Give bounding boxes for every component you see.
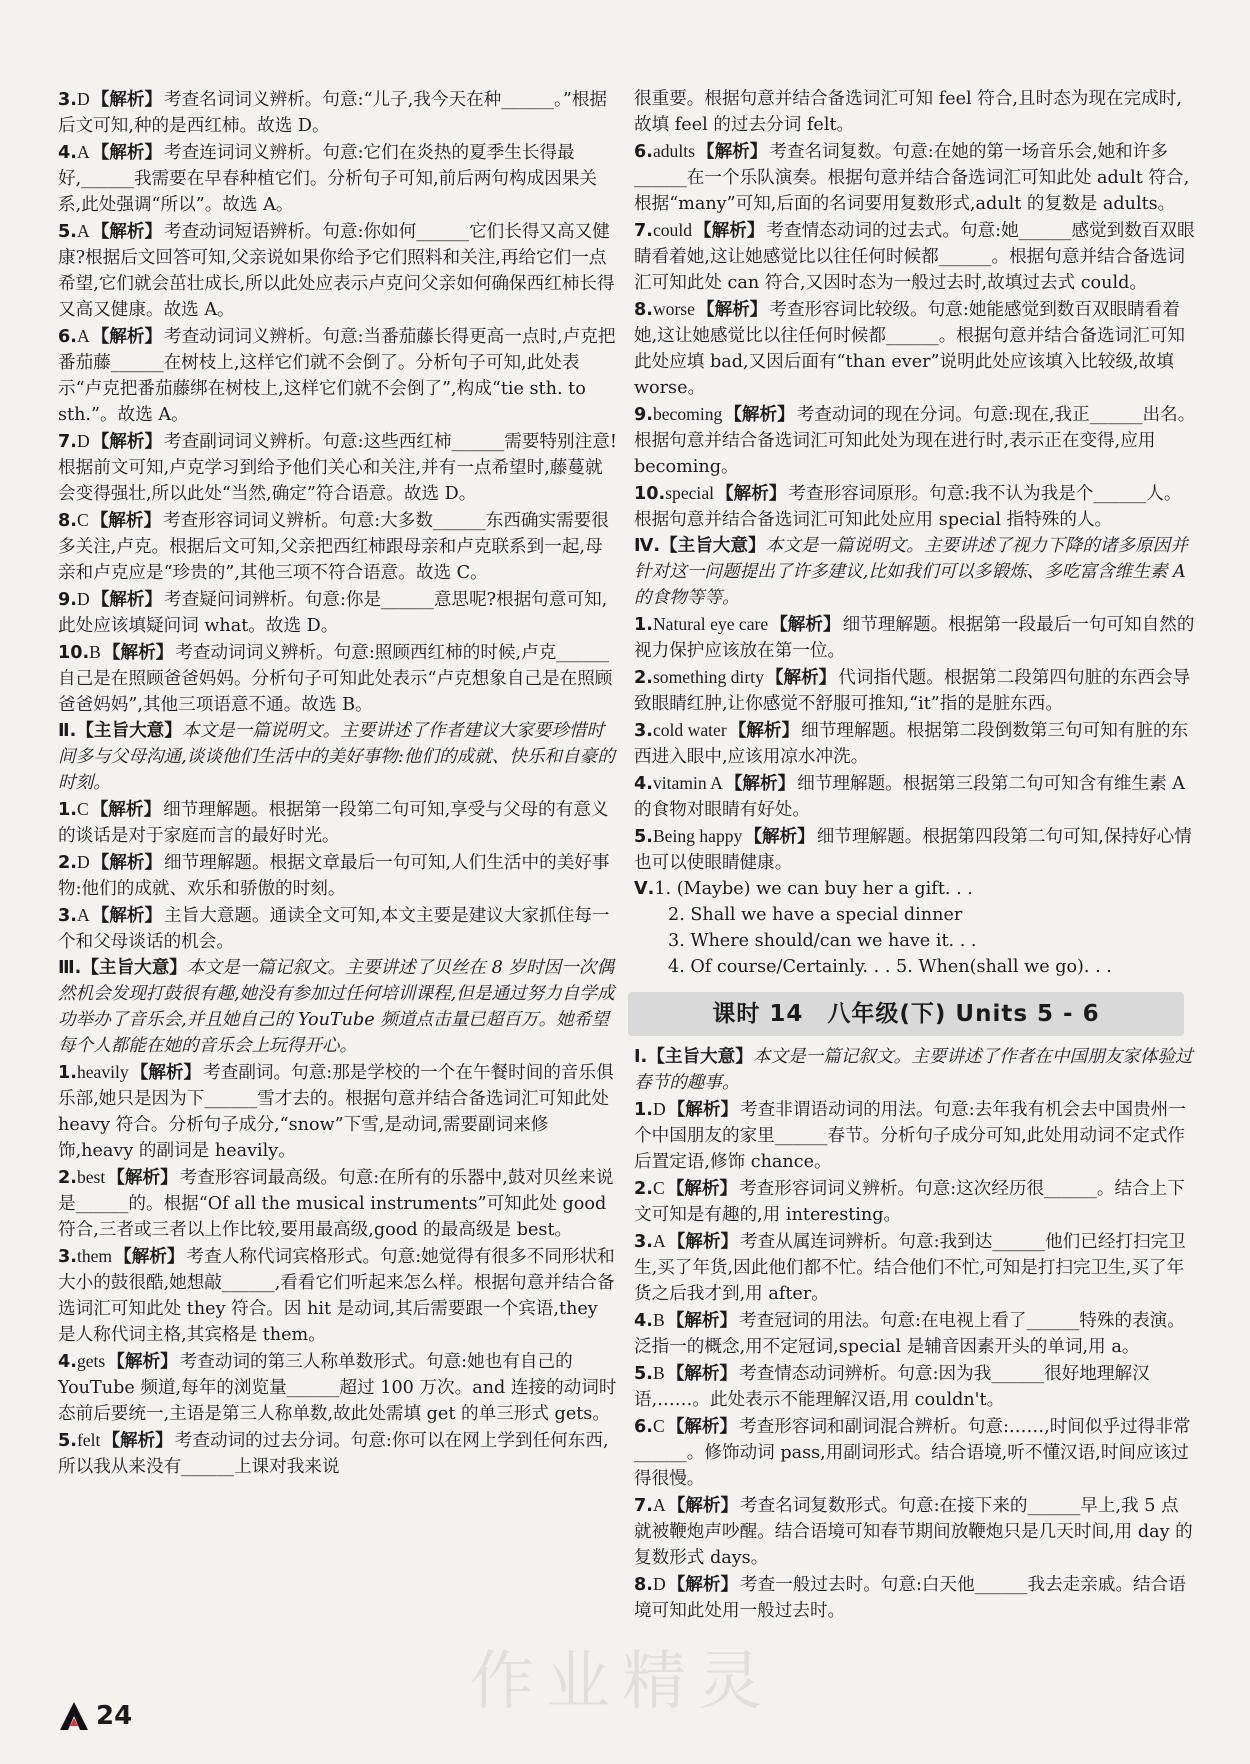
section-summary — [634, 533, 1196, 611]
answer-key: felt — [76, 1430, 101, 1450]
analysis-tag: 【解析】 — [91, 589, 163, 610]
answer-item — [634, 1413, 1196, 1492]
answer-key: adults — [652, 141, 695, 161]
summary-text: 本文是一篇说明文。主要讲述了作者建议大家要珍惜时间多与父母沟通,谈谈他们生活中的美好事物:他们的成就、快乐和自豪的时刻。 — [58, 721, 615, 793]
watermark: 作业精灵 — [470, 1645, 774, 1719]
answer-item — [634, 1571, 1196, 1624]
analysis-text: 考查从属连词辨析。句意:我到达______他们已经打扫完卫生,买了年货,因此他们都不忙。结合他们不忙,可知是打扫完卫生,买了年货之后我才到,用 after。 — [634, 1232, 1186, 1304]
right-column — [634, 86, 1196, 1624]
question-number: 6. — [634, 142, 653, 162]
analysis-text: 细节理解题。根据第二段倒数第三句可知有脏的东西进入眼中,应该用凉水冲洗。 — [634, 721, 1189, 767]
question-number: 8. — [634, 1575, 653, 1595]
analysis-text: 细节理解题。根据第一段最后一句可知自然的视力保护应该放在第一位。 — [634, 615, 1195, 661]
analysis-tag: 【解析】 — [91, 89, 163, 110]
answer-key: D — [76, 589, 90, 609]
analysis-text: 考查名词复数。句意:在她的第一场音乐会,她和许多______在一个乐队演奏。根据句意并结合备选词汇可知此处 adult 符合,根据“many”可知,后面的名词要用复数形式,adult 的复数是 adults。 — [634, 142, 1190, 214]
answer-item — [58, 639, 620, 718]
analysis-tag: 【解析】 — [666, 1178, 738, 1199]
summary-text: 本文是一篇记叙文。主要讲述了作者在中国朋友家体验过春节的趣事。 — [634, 1047, 1193, 1093]
question-number: 7. — [58, 432, 77, 452]
question-number: 6. — [634, 1417, 653, 1437]
answer-item — [634, 1360, 1196, 1413]
analysis-text: 细节理解题。根据第三段第二句可知含有维生素 A 的食物对眼睛有好处。 — [634, 774, 1185, 820]
analysis-tag: 【解析】 — [102, 1430, 173, 1451]
analysis-tag: 【解析】 — [696, 299, 768, 320]
analysis-tag: 【解析】 — [667, 1495, 739, 1516]
answer-key: A — [652, 1495, 666, 1515]
dialog-answer: 2. Shall we have a special dinner — [668, 905, 963, 925]
answer-key: gets — [76, 1351, 106, 1371]
section-5 — [634, 876, 1196, 980]
question-number: 8. — [58, 511, 77, 531]
analysis-text: 主旨大意题。通读全文可知,本文主要是建议大家抓住每一个和父母谈话的机会。 — [58, 906, 610, 952]
answer-item — [58, 218, 620, 323]
dialog-answer: 3. Where should/can we have it. . . — [668, 931, 977, 951]
question-number: 3. — [634, 1232, 653, 1252]
question-number: 3. — [58, 1247, 77, 1267]
answer-key: A — [76, 221, 90, 241]
answer-item — [58, 139, 620, 218]
analysis-tag: 【解析】 — [107, 1351, 178, 1372]
answer-key: Being happy — [652, 826, 743, 846]
analysis-tag: 【解析】 — [716, 483, 787, 504]
analysis-tag: 【解析】 — [91, 852, 163, 873]
analysis-tag: 【解析】 — [91, 221, 163, 242]
analysis-tag: 【解析】 — [666, 1310, 738, 1331]
analysis-text: 考查形容词词义辨析。句意:这次经历很______。结合上下文可知是有趣的,用 interesting。 — [634, 1179, 1185, 1225]
question-number: 1. — [634, 1100, 653, 1120]
continued-text: 很重要。根据句意并结合备选词汇可知 feel 符合,且时态为现在完成时,故填 feel 的过去分词 felt。 — [634, 89, 1182, 135]
question-number: 9. — [58, 590, 77, 610]
answer-item — [58, 586, 620, 639]
answer-item — [58, 849, 620, 902]
publisher-logo-icon — [58, 1700, 90, 1732]
question-number: 7. — [634, 221, 653, 241]
answer-item — [634, 296, 1196, 401]
analysis-tag: 【解析】 — [91, 142, 163, 163]
answer-item — [58, 1243, 620, 1348]
question-number: 8. — [634, 300, 653, 320]
page-number — [58, 1700, 132, 1732]
lesson-title-bar: 课时 14 八年级(下) Units 5 - 6 — [628, 992, 1184, 1036]
answer-item — [634, 217, 1196, 296]
question-number: 7. — [634, 1496, 653, 1516]
question-number: 9. — [634, 405, 653, 425]
question-number: 5. — [58, 1431, 77, 1451]
answer-item — [58, 86, 620, 139]
question-number: 2. — [58, 1168, 77, 1188]
analysis-tag: 【解析】 — [90, 510, 162, 531]
analysis-tag: 【解析】 — [107, 1167, 178, 1188]
answer-item — [58, 1348, 620, 1427]
answer-key: B — [89, 642, 101, 662]
answer-item — [58, 323, 620, 428]
answer-key: B — [652, 1363, 665, 1383]
answer-item — [58, 902, 620, 955]
analysis-tag: 【解析】 — [91, 326, 163, 347]
analysis-text: 细节理解题。根据第一段第二句可知,享受与父母的有意义的谈话是对于家庭而言的最好时光。 — [58, 800, 609, 846]
answer-item — [634, 138, 1196, 217]
analysis-tag: 【解析】 — [696, 141, 768, 162]
analysis-text: 考查名词词义辨析。句意:“儿子,我今天在种______。”根据后文可知,种的是西红柿。故选 D。 — [58, 90, 608, 136]
answer-item — [634, 1096, 1196, 1175]
answer-key: them — [76, 1246, 113, 1266]
analysis-tag: 【解析】 — [765, 667, 837, 688]
answer-key: cold water — [652, 720, 727, 740]
answer-item — [58, 1059, 620, 1164]
answer-item — [58, 1164, 620, 1243]
answer-item — [58, 1427, 620, 1480]
question-number: 5. — [634, 827, 653, 847]
analysis-text: 考查情态动词的过去式。句意:她______感觉到数百双眼睛看着她,这让她感觉比以往任何时候都______。根据句意并结合备选词汇可知此处 can 符合,又因时态为一般过去时,故填过去式 could。 — [634, 221, 1195, 293]
answer-key: worse — [652, 299, 695, 319]
answer-item — [634, 480, 1196, 533]
analysis-tag: 【解析】 — [694, 220, 765, 241]
answer-key: A — [652, 1231, 666, 1251]
analysis-tag: 【解析】 — [667, 1231, 739, 1252]
question-number: 6. — [58, 327, 77, 347]
answer-key: C — [652, 1178, 665, 1198]
analysis-text: 考查动词的现在分词。句意:现在,我正______出名。根据句意并结合备选词汇可知此处为现在进行时,表示正在变得,应用 becoming。 — [634, 405, 1196, 477]
dialog-answer: 1. (Maybe) we can buy her a gift. . . — [654, 879, 973, 899]
question-number: 1. — [634, 615, 653, 635]
question-number: 1. — [58, 800, 77, 820]
question-number: 1. — [58, 1063, 77, 1083]
analysis-text: 考查形容词词义辨析。句意:大多数______东西确实需要很多关注,卢克。根据后文可知,父亲把西红柿跟母亲和卢克联系到一起,母亲和卢克应是“珍贵的”,其他三项不符合语意。故选 C。 — [58, 511, 609, 583]
answer-key: heavily — [76, 1062, 129, 1082]
answer-key: C — [652, 1416, 665, 1436]
analysis-text: 考查形容词最高级。句意:在所有的乐器中,鼓对贝丝来说是______的。根据“Of all the musical instruments”可知此处 good 符合,三者或三者以上作比较,要用最高级,good 的最高级是 best。 — [58, 1168, 614, 1240]
analysis-text: 考查动词的第三人称单数形式。句意:她也有自己的 YouTube 频道,每年的浏览量______超过 100 万次。and 连接的动词时态前后要统一,主语是第三人称单数,故此处需填 get 的单三形式 gets。 — [58, 1352, 617, 1424]
analysis-tag: 【解析】 — [102, 642, 174, 663]
section-label: Ⅲ. — [58, 958, 82, 978]
question-number: 4. — [58, 143, 77, 163]
analysis-text: 考查连词词义辨析。句意:它们在炎热的夏季生长得最好,______我需要在早春种植它们。分析句子可知,前后两句构成因果关系,此处强调“所以”。故选 A。 — [58, 143, 598, 215]
summary-text: 本文是一篇说明文。主要讲述了视力下降的诸多原因并针对这一问题提出了许多建议,比如我们可以多锻炼、多吃富含维生素 A 的食物等等。 — [634, 536, 1188, 608]
question-number: 4. — [634, 774, 653, 794]
question-number: 10. — [634, 484, 666, 504]
answer-item — [634, 1228, 1196, 1307]
section-summary — [58, 718, 620, 796]
question-number: 3. — [58, 90, 77, 110]
analysis-text: 考查动词的过去分词。句意:你可以在网上学到任何东西,所以我从来没有______上课对我来说 — [58, 1431, 609, 1477]
analysis-text: 考查形容词和副词混合辨析。句意:……,时间似乎过得非常______。修饰动词 pass,用副词形式。结合语境,听不懂汉语,时间应该过得很慢。 — [634, 1417, 1191, 1489]
analysis-text: 代词指代题。根据第二段第四句脏的东西会导致眼睛红肿,让你感觉不舒服可推知,“it”指的是脏东西。 — [634, 668, 1191, 714]
question-number: 4. — [634, 1311, 653, 1331]
analysis-tag: 【解析】 — [114, 1246, 185, 1267]
question-number: 5. — [634, 1364, 653, 1384]
section-label: Ⅴ. — [634, 879, 655, 899]
analysis-tag: 【解析】 — [724, 773, 796, 794]
answer-key: A — [76, 905, 90, 925]
answer-item — [58, 796, 620, 849]
answer-item — [634, 401, 1196, 480]
analysis-text: 细节理解题。根据第四段第二句可知,保持好心情也可以使眼睛健康。 — [634, 827, 1192, 873]
answer-item — [634, 823, 1196, 876]
section-label: Ⅱ. — [58, 721, 77, 741]
analysis-text: 考查动词短语辨析。句意:你如何______它们长得又高又健康?根据后文回答可知,父亲说如果你给予它们照料和关注,再给它们一点希望,它们就会茁壮成长,所以此处应表示卢克问父亲如何确保西红柿长得又高又健康。故选 A。 — [58, 222, 615, 320]
analysis-text: 考查形容词原形。句意:我不认为我是个______人。根据句意并结合备选词汇可知此处应用 special 指特殊的人。 — [634, 484, 1182, 530]
analysis-text: 考查人称代词宾格形式。句意:她觉得有很多不同形状和大小的鼓很酷,她想敲______,看看它们听起来怎么样。根据句意并结合备选词汇可知此处 they 符合。因 hit 是动词,其后需要跟一个宾语,they 是人称代词主格,其宾格是 them。 — [58, 1247, 615, 1345]
summary-tag: 【主旨大意】 — [647, 1047, 753, 1067]
section-label: Ⅰ. — [634, 1047, 648, 1067]
analysis-text: 考查动词词义辨析。句意:当番茄藤长得更高一点时,卢克把番茄藤______在树枝上,这样它们就不会倒了。分析句子可知,此处表示“卢克把番茄藤绑在树枝上,这样它们就不会倒了”,构成“tie sth. to sth.”。故选 A。 — [58, 327, 616, 425]
analysis-tag: 【解析】 — [667, 1574, 739, 1595]
analysis-text: 考查形容词比较级。句意:她能感觉到数百双眼睛看着她,这让她感觉比以往任何时候都______。根据句意并结合备选词汇可知此处应填 bad,又因后面有“than ever”说明此处应该填入比较级,故填 worse。 — [634, 300, 1186, 398]
answer-key: A — [76, 142, 90, 162]
analysis-text: 考查疑问词辨析。句意:你是______意思呢?根据句意可知,此处应该填疑问词 what。故选 D。 — [58, 590, 608, 636]
answer-item — [634, 1492, 1196, 1571]
analysis-text: 考查冠词的用法。句意:在电视上看了______特殊的表演。泛指一的概念,用不定冠词,special 是辅音因素开头的单词,用 a。 — [634, 1311, 1185, 1357]
analysis-tag: 【解析】 — [667, 1099, 739, 1120]
answer-key: best — [76, 1167, 106, 1187]
analysis-tag: 【解析】 — [91, 431, 163, 452]
answer-key: D — [76, 431, 90, 451]
answer-item — [634, 1175, 1196, 1228]
answer-key: D — [652, 1099, 666, 1119]
summary-tag: 【主旨大意】 — [81, 958, 187, 978]
section-summary — [58, 955, 620, 1059]
answer-key: special — [665, 483, 715, 503]
answer-item — [634, 611, 1196, 664]
analysis-tag: 【解析】 — [744, 826, 815, 847]
analysis-text: 考查非谓语动词的用法。句意:去年我有机会去中国贵州一个中国朋友的家里______春节。分析句子成分可知,此处用动词不定式作后置定语,修饰 chance。 — [634, 1100, 1186, 1172]
answer-item — [58, 507, 620, 586]
question-number: 5. — [58, 222, 77, 242]
analysis-text: 考查副词。句意:那是学校的一个在午餐时间的音乐俱乐部,她只是因为下______雪才去的。根据句意并结合备选词汇可知此处 heavy 符合。分析句子成分,“snow”下雪,是动词,需要副词来修饰,heavy 的副词是 heavily。 — [58, 1063, 614, 1161]
analysis-tag: 【解析】 — [666, 1363, 738, 1384]
left-column — [58, 86, 620, 1480]
analysis-tag: 【解析】 — [728, 720, 800, 741]
answer-key: D — [76, 89, 90, 109]
answer-item — [634, 770, 1196, 823]
analysis-text: 考查副词词义辨析。句意:这些西红柿______需要特别注意!根据前文可知,卢克学习到给予他们关心和关注,并有一点希望时,藤蔓就会变得强壮,所以此处“当然,确定”符合语意。故选 D。 — [58, 432, 617, 504]
question-number: 2. — [634, 1179, 653, 1199]
answer-key: C — [76, 799, 89, 819]
analysis-tag: 【解析】 — [666, 1416, 738, 1437]
analysis-text: 考查情态动词辨析。句意:因为我______很好地理解汉语,……。此处表示不能理解汉语,用 couldn't。 — [634, 1364, 1150, 1410]
question-number: 3. — [634, 721, 653, 741]
analysis-tag: 【解析】 — [770, 614, 841, 635]
analysis-tag: 【解析】 — [724, 404, 795, 425]
question-number: 3. — [58, 906, 77, 926]
answer-item — [634, 1307, 1196, 1360]
question-number: 2. — [634, 668, 653, 688]
analysis-text: 细节理解题。根据文章最后一句可知,人们生活中的美好事物:他们的成就、欢乐和骄傲的时刻。 — [58, 853, 610, 899]
page-number-text: 24 — [96, 1701, 133, 1731]
answer-key: something dirty — [652, 667, 764, 687]
analysis-tag: 【解析】 — [130, 1062, 202, 1083]
analysis-text: 考查一般过去时。句意:白天他______我去走亲戚。结合语境可知此处用一般过去时。 — [634, 1575, 1186, 1621]
section-summary — [634, 1044, 1196, 1096]
answer-key: D — [652, 1574, 666, 1594]
answer-key: B — [652, 1310, 665, 1330]
answer-item — [634, 664, 1196, 717]
answer-key: could — [652, 220, 693, 240]
answer-item — [634, 717, 1196, 770]
analysis-tag: 【解析】 — [90, 799, 162, 820]
answer-key: Natural eye care — [652, 614, 769, 634]
section-label: Ⅳ. — [634, 536, 661, 556]
summary-tag: 【主旨大意】 — [660, 536, 766, 556]
answer-item — [58, 428, 620, 507]
answer-key: vitamin A — [652, 773, 723, 793]
analysis-text: 考查名词复数形式。句意:在接下来的______早上,我 5 点就被鞭炮声吵醒。结合语境可知春节期间放鞭炮只是几天时间,用 day 的复数形式 days。 — [634, 1496, 1193, 1568]
answer-key: D — [76, 852, 90, 872]
answer-key: becoming — [652, 404, 723, 424]
question-number: 2. — [58, 853, 77, 873]
question-number: 4. — [58, 1352, 77, 1372]
answer-key: C — [76, 510, 89, 530]
question-number: 10. — [58, 643, 90, 663]
summary-text: 本文是一篇记叙文。主要讲述了贝丝在 8 岁时因一次偶然机会发现打鼓很有趣,她没有参加过任何培训课程,但是通过努力自学成功举办了音乐会,并且她自己的 YouTube 频道点击量已超百万。她希望每个人都能在她的音乐会上玩得开心。 — [58, 958, 615, 1056]
summary-tag: 【主旨大意】 — [76, 721, 182, 741]
analysis-text: 考查动词词义辨析。句意:照顾西红柿的时候,卢克______自己是在照顾爸爸妈妈。分析句子可知此处表示“卢克想象自己是在照顾爸爸妈妈”,其他三项语意不通。故选 B。 — [58, 643, 613, 715]
analysis-tag: 【解析】 — [91, 905, 163, 926]
answer-key: A — [76, 326, 90, 346]
dialog-answer: 4. Of course/Certainly. . . 5. When(shall we go). . . — [668, 957, 1112, 977]
